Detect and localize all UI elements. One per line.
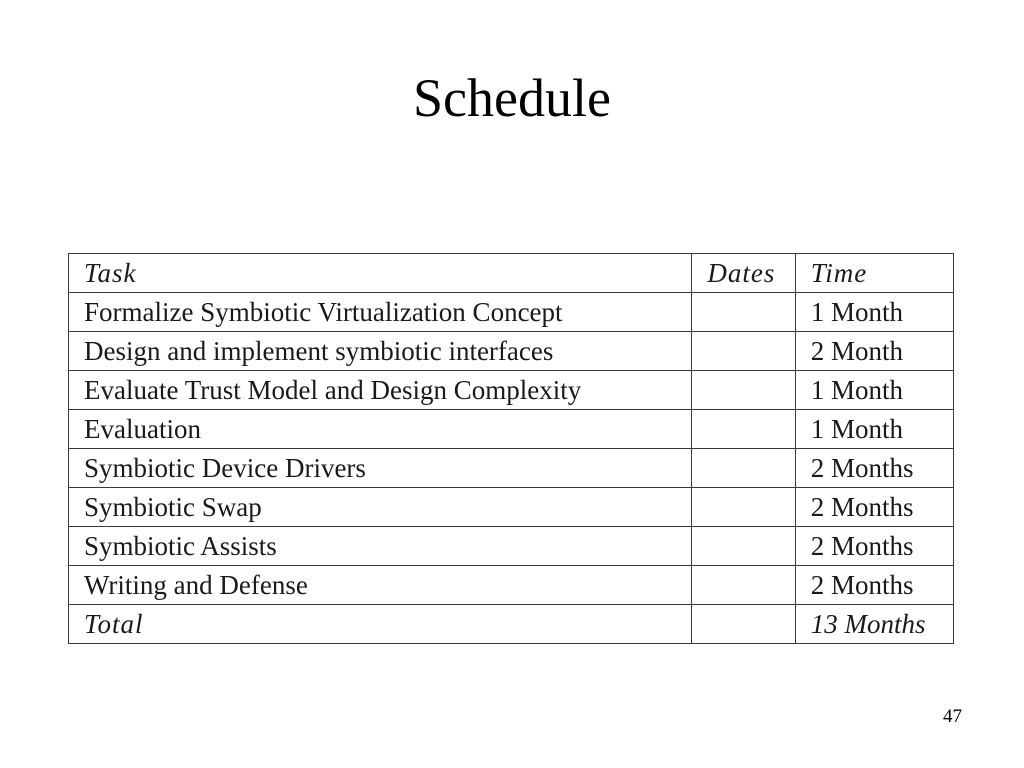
header-dates: Dates xyxy=(692,254,795,293)
dates-cell xyxy=(692,293,795,332)
dates-cell xyxy=(692,410,795,449)
table-row xyxy=(69,488,954,527)
dates-cell xyxy=(692,449,795,488)
total-time-cell: 13 Months xyxy=(795,605,953,644)
table-row xyxy=(69,410,954,449)
table-row xyxy=(69,332,954,371)
page-number: 47 xyxy=(943,706,962,727)
time-cell: 1 Month xyxy=(795,410,953,449)
time-cell: 2 Months xyxy=(795,527,953,566)
slide-title: Schedule xyxy=(413,68,611,128)
header-time: Time xyxy=(795,254,953,293)
dates-cell xyxy=(692,566,795,605)
schedule-table-container xyxy=(68,253,954,641)
header-task: Task xyxy=(69,254,692,293)
table-row xyxy=(69,293,954,332)
time-cell: 2 Months xyxy=(795,566,953,605)
task-cell: Evaluation xyxy=(69,410,692,449)
task-cell: Symbiotic Assists xyxy=(69,527,692,566)
time-cell: 2 Months xyxy=(795,488,953,527)
time-cell: 2 Months xyxy=(795,449,953,488)
table-row xyxy=(69,449,954,488)
dates-cell xyxy=(692,527,795,566)
task-cell: Evaluate Trust Model and Design Complexity xyxy=(69,371,692,410)
table-row xyxy=(69,566,954,605)
total-label-cell: Total xyxy=(69,605,692,644)
table-total-row xyxy=(69,605,954,644)
task-cell: Design and implement symbiotic interfaces xyxy=(69,332,692,371)
total-dates-cell xyxy=(692,605,795,644)
table-header-row xyxy=(69,254,954,293)
task-cell: Symbiotic Swap xyxy=(69,488,692,527)
dates-cell xyxy=(692,488,795,527)
table-row xyxy=(69,371,954,410)
schedule-table xyxy=(68,253,954,644)
time-cell: 1 Month xyxy=(795,293,953,332)
task-cell: Formalize Symbiotic Virtualization Concept xyxy=(69,293,692,332)
task-cell: Writing and Defense xyxy=(69,566,692,605)
time-cell: 2 Month xyxy=(795,332,953,371)
time-cell: 1 Month xyxy=(795,371,953,410)
task-cell: Symbiotic Device Drivers xyxy=(69,449,692,488)
table-row xyxy=(69,527,954,566)
dates-cell xyxy=(692,332,795,371)
dates-cell xyxy=(692,371,795,410)
